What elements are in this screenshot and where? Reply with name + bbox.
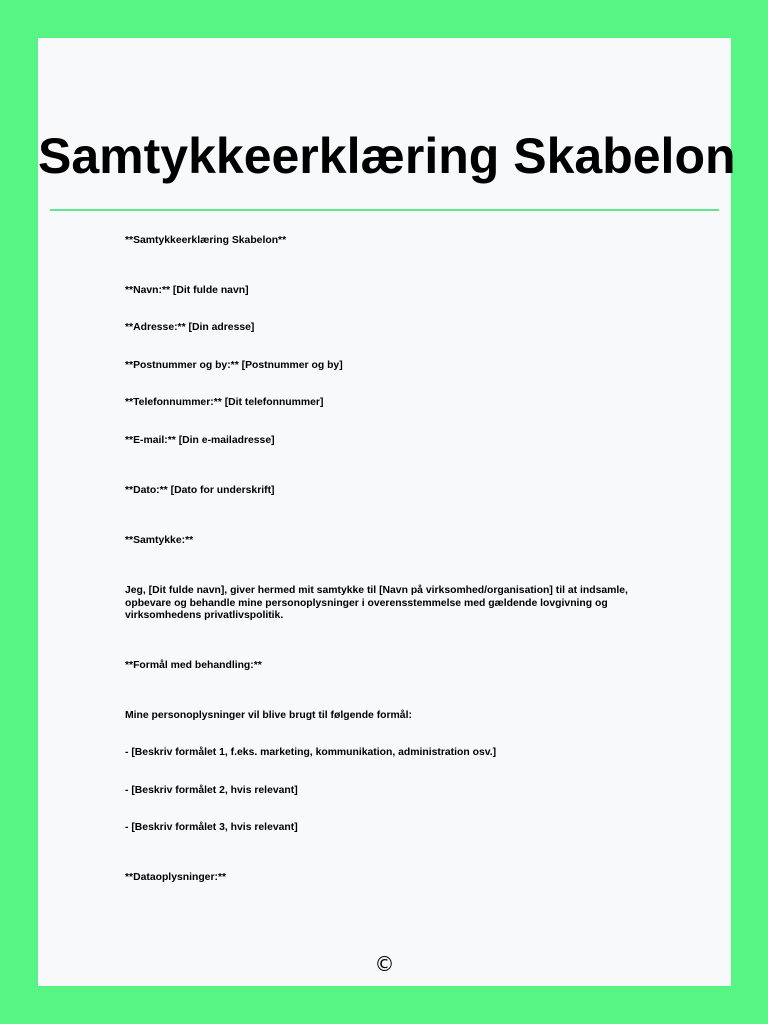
data-info-heading: **Dataoplysninger:**	[125, 872, 227, 883]
phone-field-line: **Telefonnummer:** [Dit telefonnummer]	[125, 397, 324, 408]
name-field-line: **Navn:** [Dit fulde navn]	[125, 285, 249, 296]
purpose-heading: **Formål med behandling:**	[125, 660, 262, 671]
document-title: Samtykkeerklæring Skabelon	[38, 128, 736, 184]
address-field-line: **Adresse:** [Din adresse]	[125, 322, 255, 333]
purpose-item-3: - [Beskriv formålet 3, hvis relevant]	[125, 822, 298, 833]
consent-paragraph: Jeg, [Dit fulde navn], giver hermed mit samtykke til [Navn på virksomhed/organisation] til at indsamle, opbevare og behandle mine personoplysninger i overensstemmelse med gældende lovgivning og virksomhedens privatlivspolitik.	[125, 585, 628, 621]
postal-city-field-line: **Postnummer og by:** [Postnummer og by]	[125, 360, 343, 371]
purpose-item-1: - [Beskriv formålet 1, f.eks. marketing, kommunikation, administration osv.]	[125, 747, 497, 758]
title-divider	[50, 209, 719, 211]
document-page	[38, 38, 736, 986]
consent-heading: **Samtykke:**	[125, 535, 194, 546]
purpose-intro: Mine personoplysninger vil blive brugt til følgende formål:	[125, 710, 412, 721]
email-field-line: **E-mail:** [Din e-mailadresse]	[125, 435, 275, 446]
copyright-icon: ©	[374, 952, 395, 976]
purpose-item-2: - [Beskriv formålet 2, hvis relevant]	[125, 785, 298, 796]
template-heading: **Samtykkeerklæring Skabelon**	[125, 235, 287, 246]
date-field-line: **Dato:** [Dato for underskrift]	[125, 485, 275, 496]
